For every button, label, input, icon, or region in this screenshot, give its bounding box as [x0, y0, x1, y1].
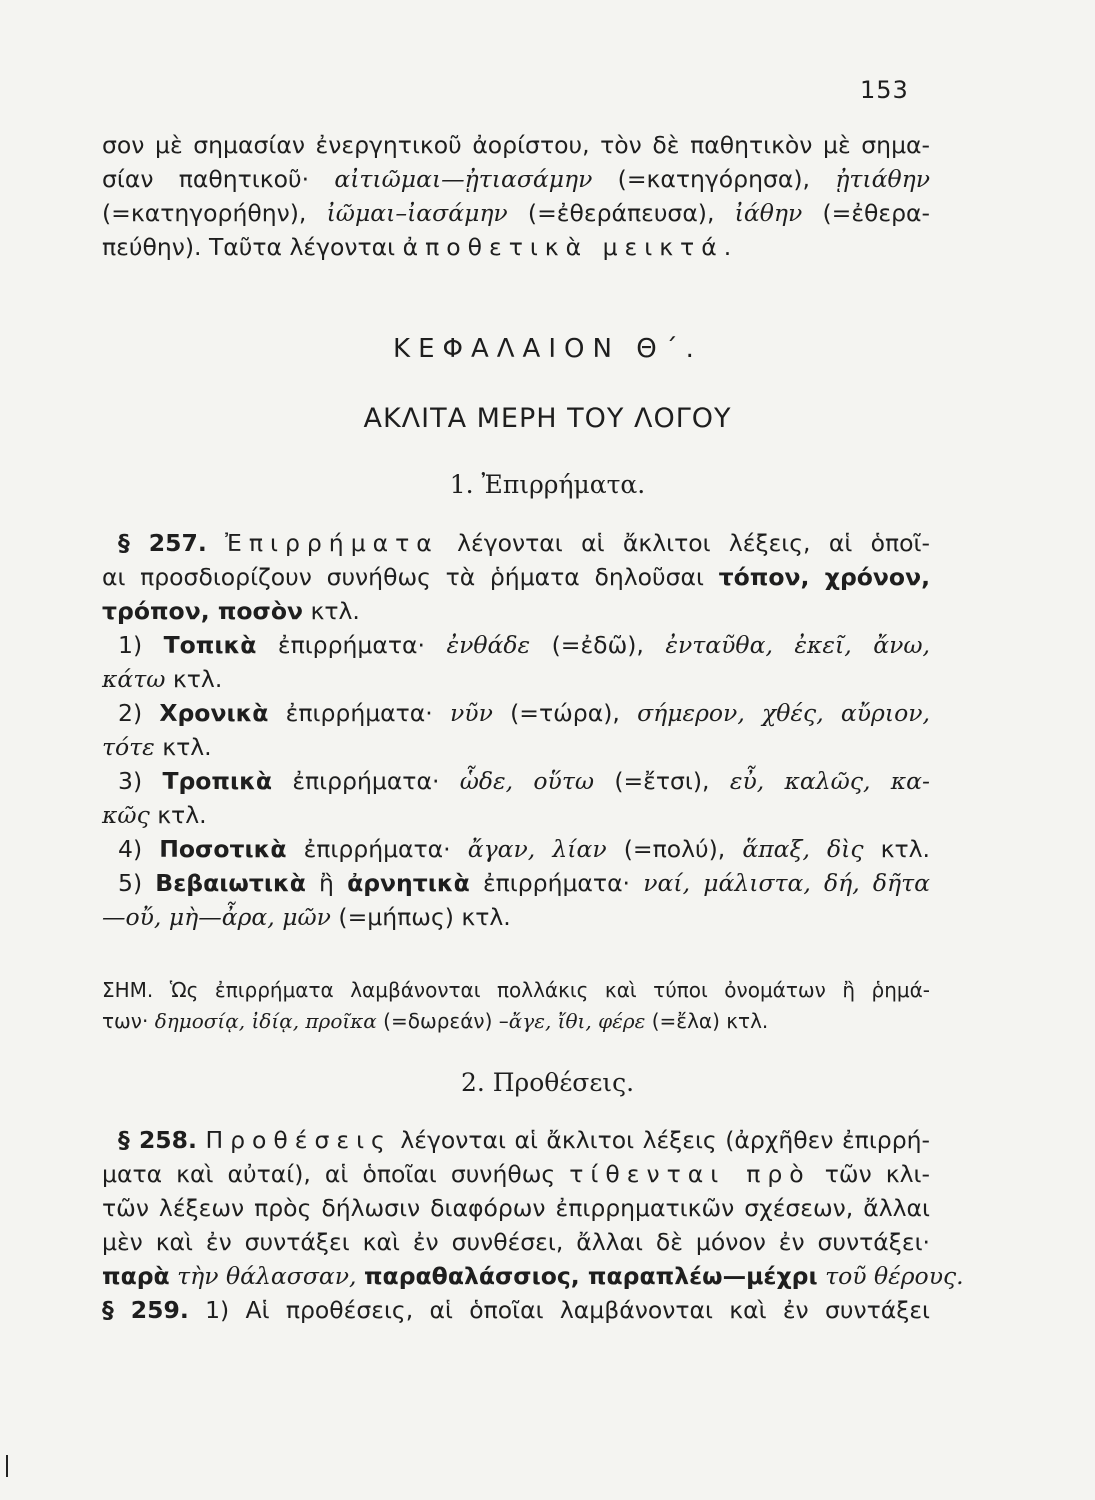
list-item: 2) Χρονικὰ ἐπιρρήματα· νῦν (=τώρα), σήμερον, χθές, αὔριον,: [118, 699, 930, 727]
text-line: μὲν καὶ ἐν συντάξει καὶ ἐν συνθέσει, ἄλλαι δὲ μόνον ἐν συντάξει·: [102, 1228, 930, 1256]
list-item: 5) Βεβαιωτικὰ ἢ ἀρνητικὰ ἐπιρρήματα· ναί, μάλιστα, δή, δῆτα: [118, 869, 930, 897]
note-line: ΣΗΜ. Ὡς ἐπιρρήματα λαμβάνονται πολλάκις καὶ τύποι ὀνομάτων ἢ ῥημά-: [102, 978, 930, 1002]
page-number: 153: [860, 76, 909, 104]
text-line: § 257. Ἐπιρρήματα λέγονται αἱ ἄκλιτοι λέξεις, αἱ ὁποῖ-: [118, 529, 930, 557]
text-line: ματα καὶ αὐταί), αἱ ὁποῖαι συνήθως τίθενται πρὸ τῶν κλι-: [102, 1160, 930, 1188]
note-line: των· δημοσίᾳ, ἰδίᾳ, προῖκα (=δωρεάν) –ἄγε, ἴθι, φέρε (=ἔλα) κτλ.: [102, 1009, 769, 1033]
paragraph-intro: [102, 128, 930, 264]
list-item: 4) Ποσοτικὰ ἐπιρρήματα· ἄγαν, λίαν (=πολύ), ἅπαξ, δὶς κτλ.: [118, 835, 930, 863]
list-item: 1) Τοπικὰ ἐπιρρήματα· ἐνθάδε (=ἐδῶ), ἐνταῦθα, ἐκεῖ, ἄνω,: [118, 631, 930, 659]
text-line: παρὰ τὴν θάλασσαν, παραθαλάσσιος, παραπλέω—μέχρι τοῦ θέρους.: [102, 1262, 964, 1290]
section-heading-adverbs: 1. Ἐπιρρήματα.: [449, 470, 646, 499]
list-item: 3) Τροπικὰ ἐπιρρήματα· ὧδε, οὕτω (=ἔτσι), εὖ, καλῶς, κα-: [118, 767, 930, 795]
text-line: αι προσδιορίζουν συνήθως τὰ ῥήματα δηλοῦσαι τόπον, χρόνον,: [102, 563, 931, 591]
section-heading-prepositions: 2. Προθέσεις.: [460, 1068, 635, 1097]
note: [102, 975, 930, 1037]
list-item-cont: τότε κτλ.: [102, 733, 212, 761]
section-257: [102, 526, 930, 934]
list-item-cont: —οὔ, μὴ—ἆρα, μῶν (=μήπως) κτλ.: [102, 903, 511, 931]
text-line: σον μὲ σημασίαν ἐνεργητικοῦ ἀορίστου, τὸν δὲ παθητικὸν μὲ σημα-: [102, 131, 930, 159]
text-line: τρόπον, ποσὸν κτλ.: [102, 597, 360, 625]
text-line: τῶν λέξεων πρὸς δήλωσιν διαφόρων ἐπιρρηματικῶν σχέσεων, ἄλλαι: [102, 1194, 930, 1222]
section-258: [102, 1123, 964, 1327]
list-item-cont: κῶς κτλ.: [102, 801, 207, 829]
text-line: § 258. Προθέσεις λέγονται αἱ ἄκλιτοι λέξεις (ἀρχῆθεν ἐπιρρή-: [118, 1126, 930, 1154]
text-line: σίαν παθητικοῦ· αἰτιῶμαι—ᾐτιασάμην (=κατηγόρησα), ᾐτιάθην: [102, 165, 930, 193]
text-line: (=κατηγορήθην), ἰῶμαι–ἰασάμην (=ἐθεράπευσα), ἰάθην (=ἐθερα-: [102, 199, 930, 227]
chapter-title: ΑΚΛΙΤΑ ΜΕΡΗ ΤΟΥ ΛΟΓΟΥ: [363, 403, 732, 434]
text-line: πεύθην). Ταῦτα λέγονται ἀποθετικὰ μεικτά.: [102, 233, 739, 261]
chapter-heading: ΚΕΦΑΛΑΙΟΝ Θ΄.: [393, 334, 702, 364]
list-item-cont: κάτω κτλ.: [102, 665, 223, 693]
text-line: § 259. 1) Αἱ προθέσεις, αἱ ὁποῖαι λαμβάνονται καὶ ἐν συντάξει: [102, 1296, 930, 1324]
scan-edge-mark: [6, 1455, 8, 1477]
